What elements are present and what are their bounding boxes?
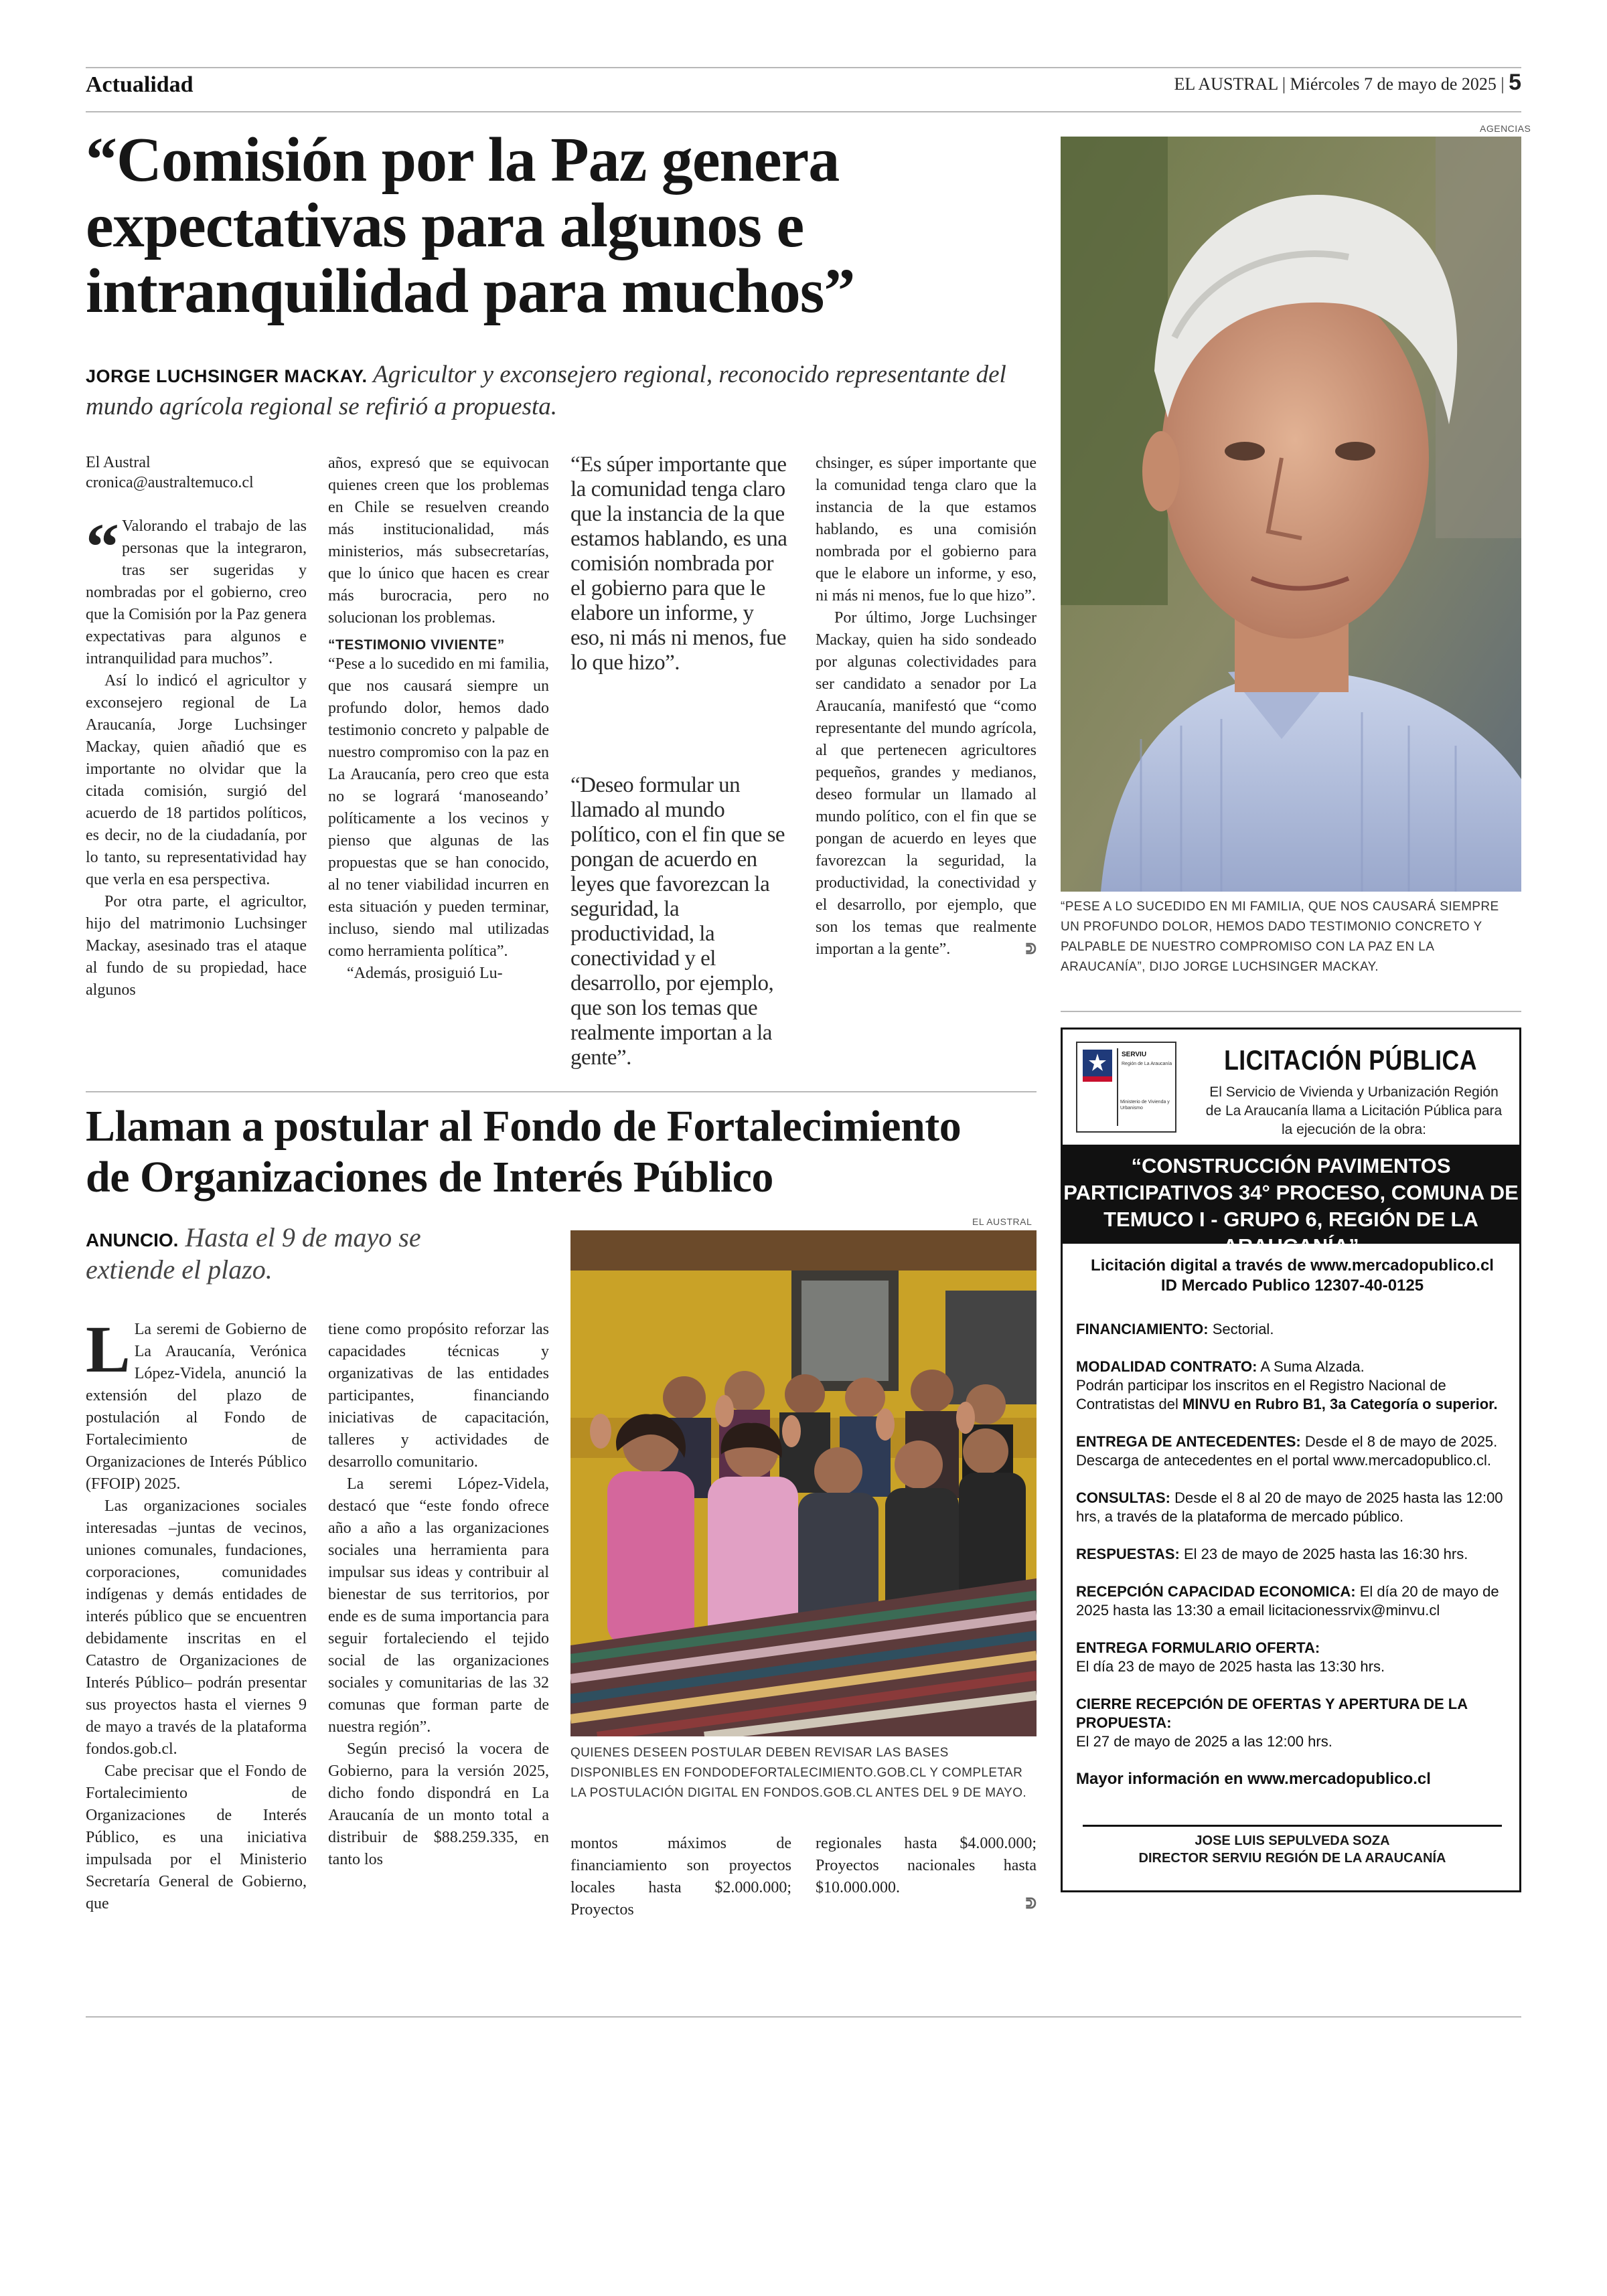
paragraph: regionales hasta $4.000.000; Proyectos nacionales hasta $10.000.000.	[816, 1835, 1037, 1896]
ad-item-label: FINANCIAMIENTO:	[1076, 1321, 1209, 1337]
article2-col3	[570, 1833, 791, 1921]
logo-text: Ministerio de Vivienda y Urbanismo	[1120, 1100, 1170, 1111]
photo-credit: EL AUSTRAL	[972, 1216, 1032, 1227]
portrait-caption: “PESE A LO SUCEDIDO EN MI FAMILIA, QUE NOS CAUSARÁ SIEMPRE UN PROFUNDO DOLOR, HEMOS DADO TESTIMONIO CONCRETO Y PALPABLE DE NUESTRO COMPROMISO CON LA PAZ EN LA ARAUCANÍA”, DIJO JORGE LUCHSINGER MACKAY.	[1061, 900, 1499, 974]
article1-deck	[86, 359, 1023, 423]
paragraph: tiene como propósito reforzar las capacidades técnicas y organizativas de las entidades participantes, financiando iniciativas de capacitación, talleres y actividades de desarrollo comunitario.	[328, 1321, 549, 1471]
licitacion-ad	[1061, 1028, 1521, 1892]
paragraph-text: Valorando el trabajo de las personas que la integraron, tras ser sugeridas y nombradas por el gobierno, creo que la Comisión por la Paz genera expectativas para algunos e intranquilidad para muchos”.	[86, 517, 307, 667]
portrait-photo	[1061, 137, 1521, 892]
ad-item-financiamiento	[1076, 1320, 1509, 1339]
headline-line: Llaman a postular al Fondo de Fortalecimiento	[86, 1102, 962, 1151]
drop-cap: L	[86, 1312, 131, 1386]
issue-date: Miércoles 7 de mayo de 2025	[1290, 74, 1497, 94]
logo-text: SERVIU	[1122, 1051, 1147, 1058]
byline-email: cronica@australtemuco.cl	[86, 474, 254, 491]
ad-item-value: MINVU en Rubro B1, 3a Categoría o superior.	[1182, 1396, 1498, 1412]
ad-digital-line: Licitación digital a través de www.mercadopublico.cl	[1091, 1256, 1494, 1275]
paragraph: Así lo indicó el agricultor y exconsejero regional de La Araucanía, Jorge Luchsinger Mackay, quien añadió que es importante no olvidar que la citada comisión, surgió del acuerdo de 18 partidos políticos, es decir, no de la ciudadanía, por lo tanto, su representatividad hay que verla en esa perspectiva.	[86, 672, 307, 888]
article1-col1	[86, 453, 307, 1001]
article1-headline	[86, 127, 1023, 324]
ad-item-label: RECEPCIÓN CAPACIDAD ECONOMICA:	[1076, 1583, 1356, 1600]
ad-intro: El Servicio de Vivienda y Urbanización Región de La Araucanía llama a Licitación Pública para la ejecución de la obra:	[1205, 1084, 1503, 1137]
deck-text: Hasta el 9 de mayo se extiende el plazo.	[86, 1222, 421, 1285]
headline-line: expectativas para algunos e	[86, 191, 804, 260]
page-folio: EL AUSTRAL | Miércoles 7 de mayo de 2025 | 5	[1174, 70, 1521, 95]
paragraph: años, expresó que se equivocan quienes creen que los problemas en Chile se resuelven creando más institucionalidad, más ministerios, más subsecretarías, que lo único que hacen es crear más burocracia, pero no solucionan los problemas.	[328, 455, 549, 627]
paragraph: “Pese a lo sucedido en mi familia, que nos causará siempre un profundo dolor, hemos dado testimonio concreto y palpable de nuestro compromiso con la paz en La Araucanía, pero creo que esta no se logrará ‘manoseando’ políticamente a los vecinos y pienso que algunas de las propuestas que se han conocido, al no tener viabilidad incurren en esta situación y pueden terminar, incluso, siendo mal utilizadas como herramienta política”.	[328, 655, 549, 960]
ad-project-band: “CONSTRUCCIÓN PAVIMENTOS PARTICIPATIVOS 34° PROCESO, COMUNA DE TEMUCO I - GRUPO 6, REGIÓN DE LA ARAUCANÍA”	[1063, 1145, 1519, 1244]
byline: El Austral	[86, 454, 151, 471]
ad-item-label: MODALIDAD CONTRATO:	[1076, 1358, 1257, 1375]
signatory-name: JOSE LUIS SEPULVEDA SOZA	[1195, 1833, 1390, 1848]
ad-item-cierre	[1076, 1695, 1509, 1751]
article2-col1	[86, 1312, 307, 1915]
paragraph-text: La seremi de Gobierno de La Araucanía, Verónica López-Videla, anunció la extensión del plazo de postulación al Fondo de Fortalecimiento de Organizaciones de Interés Público (FFOIP) 2025.	[86, 1321, 307, 1493]
logo-text: Región de La Araucanía	[1122, 1062, 1172, 1066]
ad-title: LICITACIÓN PÚBLICA	[1224, 1044, 1477, 1076]
headline-line: “Comisión por la Paz genera	[86, 125, 840, 195]
ad-item-oferta	[1076, 1639, 1509, 1676]
article2-deck	[86, 1222, 514, 1286]
ad-item-value: Sectorial.	[1212, 1321, 1274, 1337]
article1-col2	[328, 453, 549, 985]
group-photo-caption: QUIENES DESEEN POSTULAR DEBEN REVISAR LAS BASES DISPONIBLES EN FONDODEFORTALECIMIENTO.GOB.CL Y COMPLETAR LA POSTULACIÓN DIGITAL EN FONDOS.GOB.CL ANTES DEL 9 DE MAYO.	[570, 1746, 1027, 1800]
ad-item-label: RESPUESTAS:	[1076, 1546, 1180, 1562]
ad-item-value: A Suma Alzada.	[1260, 1358, 1365, 1375]
ad-item-value: Podrán participar los inscritos en el Registro Nacional de Contratistas del	[1076, 1377, 1446, 1412]
page-number: 5	[1509, 70, 1521, 95]
paragraph: La seremi López-Videla, destacó que “este fondo ofrece año a año a las organizaciones sociales una herramienta para impulsar sus ideas y contribuir al bienestar de sus territorios, por ende es de suma importancia para seguir fortaleciendo el tejido social de las organizaciones sociales y comunitarias de las 32 comunas que forman parte de nuestra región”.	[328, 1475, 549, 1736]
article-divider	[86, 1091, 1037, 1092]
paragraph: Cabe precisar que el Fondo de Fortalecimiento de Organizaciones de Interés Público, es una iniciativa impulsada por el Ministerio Secretaría General de Gobierno, que	[86, 1762, 307, 1912]
ad-id-line: ID Mercado Publico 12307-40-0125	[1160, 1277, 1424, 1295]
end-mark: ᕲ	[1025, 940, 1037, 957]
paragraph: Por otra parte, el agricultor, hijo del matrimonio Luchsinger Mackay, asesinado tras el ataque al fundo de su propiedad, hace algunos	[86, 893, 307, 999]
signatory-title: DIRECTOR SERVIU REGIÓN DE LA ARAUCANÍA	[1138, 1851, 1446, 1866]
article1-col4	[816, 453, 1037, 958]
paragraph: Las organizaciones sociales interesadas –juntas de vecinos, uniones comunales, fundaciones, corporaciones, comunidades indígenas y demás entidades de interés público que se encuentren debidamente inscritas en el Catastro de Organizaciones de Interés Público– podrán presentar sus proyectos hasta el viernes 9 de mayo a través de la plataforma fondos.gob.cl.	[86, 1497, 307, 1758]
section-label: Actualidad	[86, 72, 194, 97]
ad-item-value: El día 20 de mayo de 2025 hasta las 13:30 a email licitacionessrvix@minvu.cl	[1076, 1583, 1499, 1619]
ad-item-label: CIERRE RECEPCIÓN DE OFERTAS Y APERTURA DE LA PROPUESTA:	[1076, 1696, 1468, 1731]
top-rule	[86, 67, 1521, 68]
subhead: “TESTIMONIO VIVIENTE”	[328, 637, 505, 653]
ad-item-value: El 23 de mayo de 2025 hasta las 16:30 hrs.	[1183, 1546, 1468, 1562]
ad-more-info: Mayor información en www.mercadopublico.cl	[1076, 1770, 1431, 1788]
ad-item-label: CONSULTAS:	[1076, 1489, 1170, 1506]
ad-body	[1076, 1256, 1509, 1789]
header-rule	[86, 111, 1521, 112]
lead-paragraph	[86, 509, 307, 670]
pull-quote-2: “Deseo formular un llamado al mundo político, con el fin que se pongan de acuerdo en leyes que favorezcan la seguridad, la productividad, la conectividad y el desarrollo, por ejemplo, que son los temas que realmente importan a la gente”.	[570, 773, 785, 1070]
ad-item-value: El día 23 de mayo de 2025 hasta las 13:30 hrs.	[1076, 1658, 1385, 1675]
paragraph: chsinger, es súper importante que la comunidad tenga claro que la instancia de la que estamos hablando, es una comisión nombrada por el gobierno para que le elabore un informe, y eso, ni más ni menos, fue lo que hizo”.	[816, 455, 1037, 604]
ad-signature	[1083, 1825, 1502, 1867]
ad-item-consultas	[1076, 1489, 1509, 1526]
ad-item-label: ENTREGA FORMULARIO OFERTA:	[1076, 1639, 1320, 1656]
paper-name: EL AUSTRAL	[1174, 74, 1278, 94]
ad-item-recepcion	[1076, 1582, 1509, 1620]
ad-item-label: ENTREGA DE ANTECEDENTES:	[1076, 1433, 1301, 1450]
paragraph: Según precisó la vocera de Gobierno, para la versión 2025, dicho fondo dispondrá en La Araucanía de un monto total a distribuir de $88.259.335, en tanto los	[328, 1740, 549, 1868]
deck-kicker: ANUNCIO.	[86, 1230, 179, 1250]
article2-col2	[328, 1319, 549, 1871]
ad-item-value: Desde el 8 al 20 de mayo de 2025 hasta las 12:00 hrs, a través de la plataforma de mercado público.	[1076, 1489, 1503, 1525]
pull-quote-1: “Es súper importante que la comunidad tenga claro que la instancia de la que estamos hablando, es una comisión nombrada por el gobierno para que le elabore un informe, y eso, ni más ni menos, fue lo que hizo”.	[570, 453, 787, 675]
bottom-rule	[86, 2016, 1521, 2018]
paragraph: montos máximos de financiamiento son proyectos locales hasta $2.000.000; Proyectos	[570, 1835, 791, 1918]
caption-rule	[1061, 1011, 1521, 1012]
ad-item-modalidad	[1076, 1358, 1509, 1414]
lead-paragraph	[86, 1312, 307, 1495]
paragraph: Por último, Jorge Luchsinger Mackay, quien ha sido sondeado por algunas colectividades para ser candidato a senador por La Araucanía, manifestó que “como representante del mundo agrícola, al que pertenecen agricultores pequeños, grandes y medianos, deseo formular un llamado al mundo político, con el fin que se pongan de acuerdo en leyes que favorezcan la seguridad, la productividad, la conectividad y el desarrollo, por ejemplo, que son los temas que realmente importan a la gente”.	[816, 609, 1037, 958]
article2-col4	[816, 1833, 1037, 1912]
drop-quote: “	[86, 509, 119, 584]
ad-item-entrega	[1076, 1432, 1509, 1470]
end-mark: ᕲ	[1025, 1895, 1037, 1912]
ad-item-value: Desde el 8 de mayo de 2025. Descarga de antecedentes en el portal www.mercadopublico.cl.	[1076, 1433, 1498, 1469]
ad-item-respuestas	[1076, 1545, 1509, 1564]
deck-kicker: JORGE LUCHSINGER MACKAY.	[86, 366, 368, 386]
photo-credit: AGENCIAS	[1480, 123, 1531, 134]
paragraph: “Además, prosiguió Lu-	[347, 965, 503, 982]
article2-headline	[86, 1101, 1050, 1203]
group-photo	[570, 1230, 1037, 1736]
headline-line: de Organizaciones de Interés Público	[86, 1153, 773, 1202]
serviu-logo	[1076, 1042, 1176, 1133]
ad-item-value: El 27 de mayo de 2025 a las 12:00 hrs.	[1076, 1733, 1332, 1750]
headline-line: intranquilidad para muchos”	[86, 256, 855, 326]
deck-text: Agricultor y exconsejero regional, reconocido representante del mundo agrícola regional se refirió a propuesta.	[86, 361, 1006, 420]
